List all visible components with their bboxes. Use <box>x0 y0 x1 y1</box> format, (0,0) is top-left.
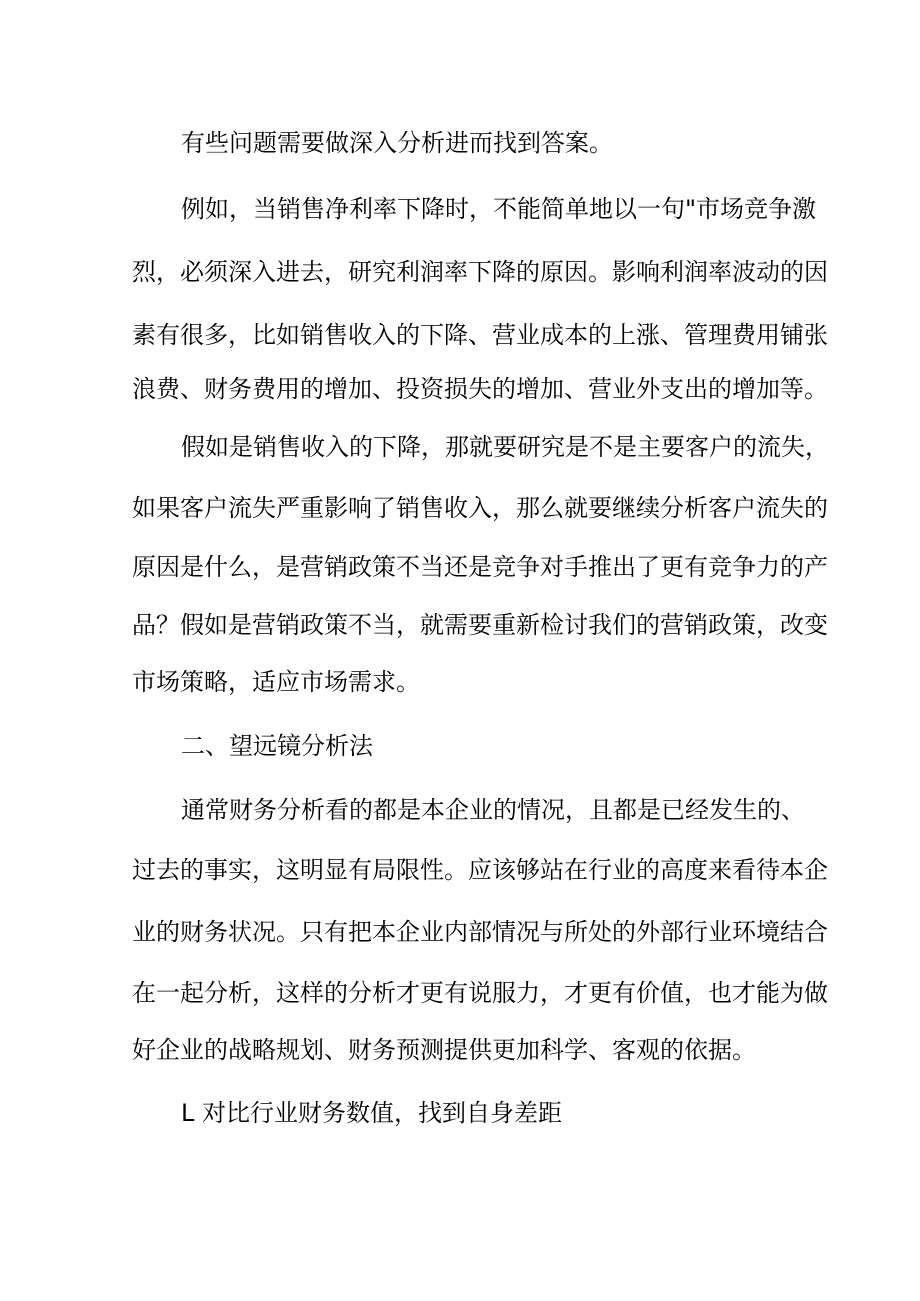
paragraph-line: 有些问题需要做深入分析进而找到答案。 <box>181 129 613 157</box>
paragraph-line: 素有很多，比如销售收入的下降、营业成本的上涨、管理费用铺张 <box>132 321 828 349</box>
paragraph-line: 在一起分析，这样的分析才更有说服力，才更有价值，也才能为做 <box>132 979 828 1007</box>
paragraph-line: 好企业的战略规划、财务预测提供更加科学、客观的依据。 <box>132 1036 756 1064</box>
section-heading: 二、望远镜分析法 <box>181 732 373 760</box>
paragraph-line: 业的财务状况。只有把本企业内部情况与所处的外部行业环境结合 <box>132 918 828 946</box>
paragraph-line: 假如是销售收入的下降，那就要研究是不是主要客户的流失， <box>181 433 829 461</box>
paragraph-line: 原因是什么，是营销政策不当还是竞争对手推出了更有竞争力的产 <box>132 553 828 581</box>
paragraph-line: 市场策略，适应市场需求。 <box>132 668 420 696</box>
paragraph-line: 过去的事实，这明显有局限性。应该够站在行业的高度来看待本企 <box>132 856 828 884</box>
paragraph-line: 例如，当销售净利率下降时，不能简单地以一句"市场竞争激 <box>181 195 817 223</box>
paragraph-line: 浪费、财务费用的增加、投资损失的增加、营业外支出的增加等。 <box>132 375 828 403</box>
paragraph-line: 烈，必须深入进去，研究利润率下降的原因。影响利润率波动的因 <box>132 258 828 286</box>
paragraph-line: 如果客户流失严重影响了销售收入，那么就要继续分析客户流失的 <box>132 494 828 522</box>
paragraph-line: 品？假如是营销政策不当，就需要重新检讨我们的营销政策，改变 <box>132 611 828 639</box>
paragraph-line: 通常财务分析看的都是本企业的情况，且都是已经发生的、 <box>181 796 805 824</box>
subsection-heading: L 对比行业财务数值，找到自身差距 <box>181 1099 562 1127</box>
